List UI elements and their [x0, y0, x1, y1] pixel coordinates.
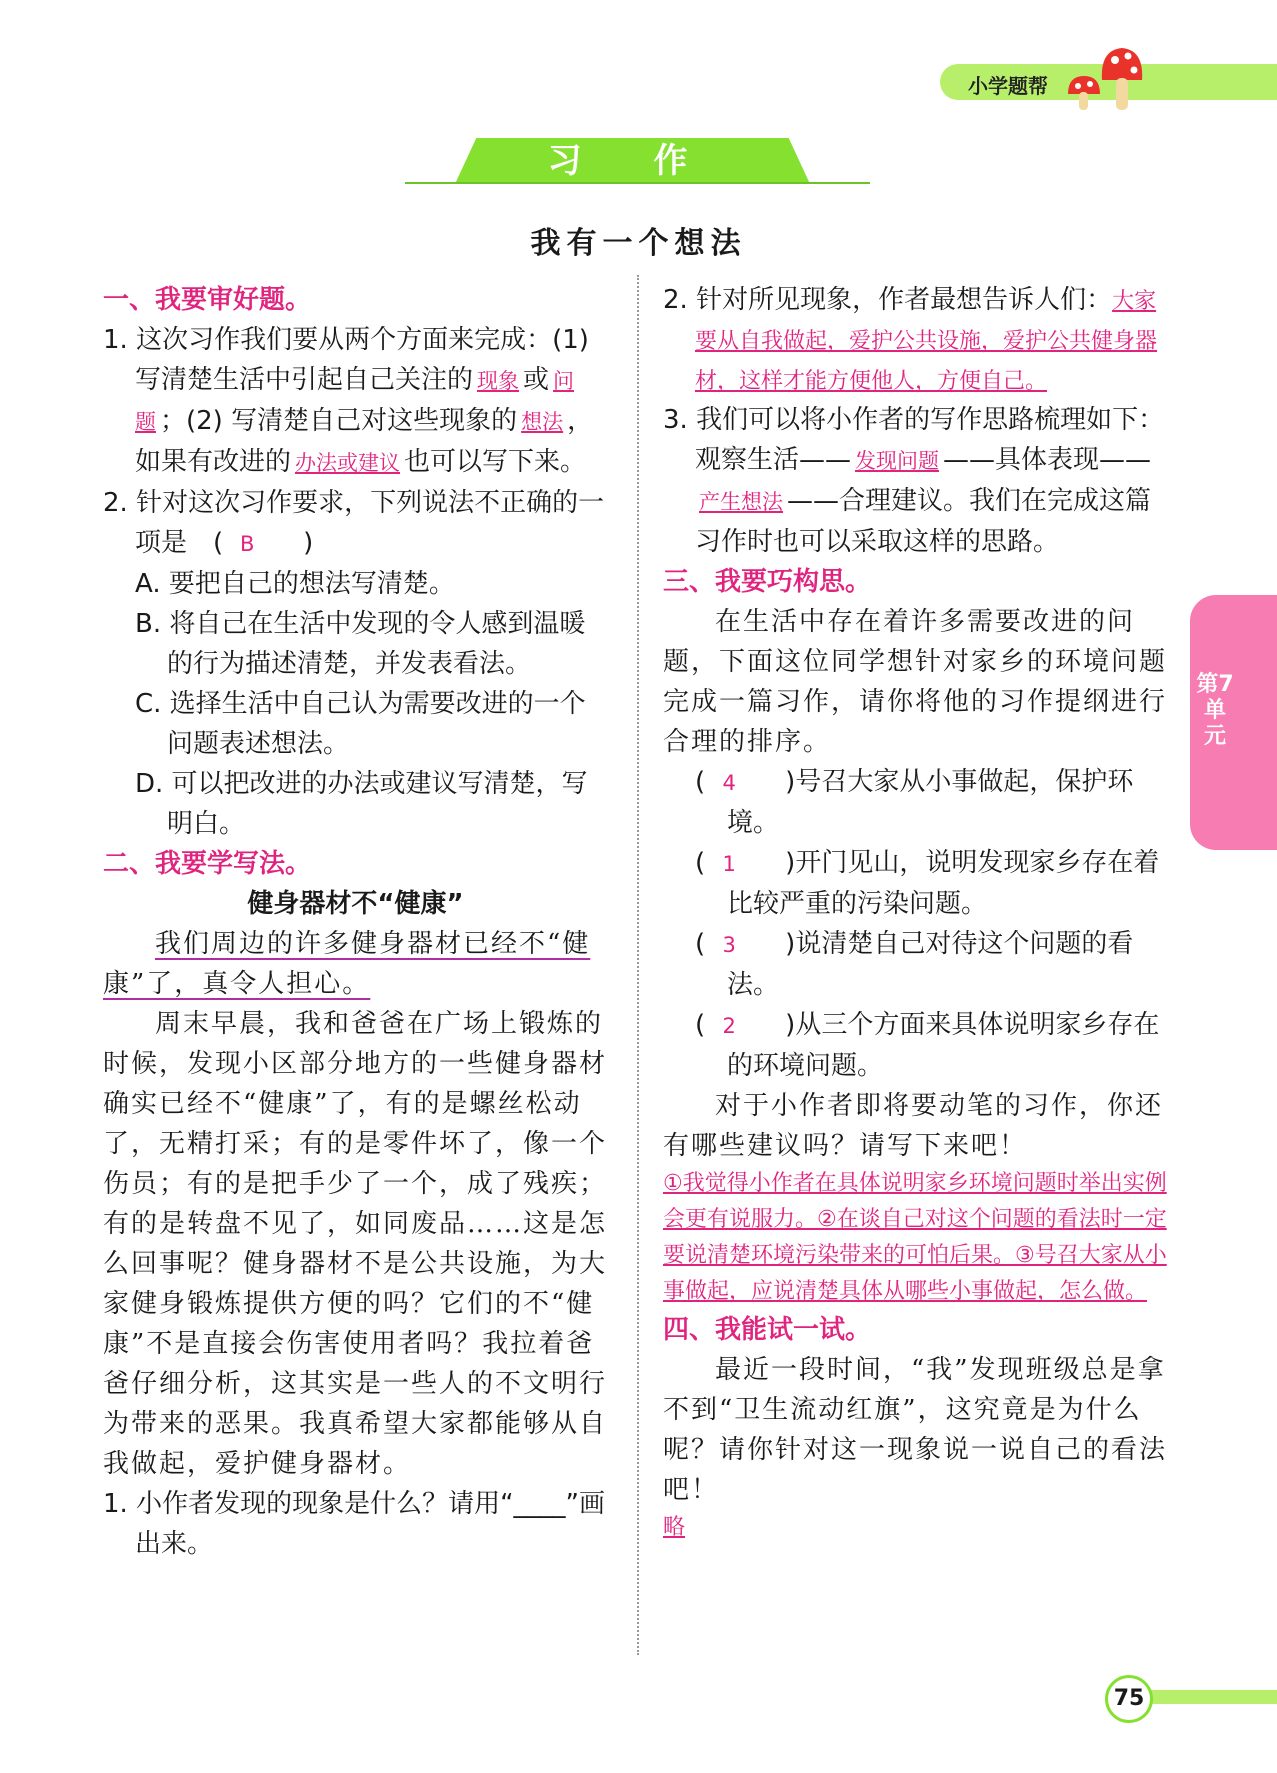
- answer-text: 大家要从自我做起，爱护公共设施，爱护公共健身器材，这样才能方便他人，方便自己。: [695, 289, 1158, 394]
- unit-number: 第7: [1196, 672, 1234, 697]
- question-4-text: 2. 针对所见现象，作者最想告诉人们：: [663, 285, 1113, 315]
- right-column: [663, 280, 1171, 1546]
- outline-item-text: 从三个方面来具体说明家乡存在的环境问题。: [727, 1010, 1160, 1081]
- mushroom-icon: [1060, 42, 1145, 114]
- section-heading-4: 四、我能试一试。: [663, 1315, 872, 1345]
- question-5-text: ——具体表现——: [943, 445, 1152, 475]
- outline-item-text: 开门见山，说明发现家乡存在着比较严重的污染问题。: [727, 848, 1160, 919]
- answer-order: 4: [722, 771, 736, 795]
- column-divider: [637, 275, 639, 1655]
- question-1-text: 或: [523, 365, 550, 395]
- answer-blank: 发现问题: [855, 449, 940, 473]
- outline-item-text: 说清楚自己对待这个问题的看法。: [727, 929, 1134, 1000]
- article-paragraph-1: [103, 924, 608, 1004]
- section-heading-1: 一、我要审好题。: [103, 285, 312, 315]
- question-3: 1. 小作者发现的现象是什么？请用“____”画出来。: [103, 1489, 606, 1559]
- question-2-text: 2. 针对这次习作要求，下列说法不正确的一项是: [103, 488, 605, 558]
- question-4: [663, 280, 1171, 400]
- answer-order: 2: [722, 1014, 736, 1038]
- suggestion-prompt: 对于小作者即将要动笔的习作，你还有哪些建议吗？请写下来吧！: [663, 1091, 1164, 1161]
- question-1-text: ；(2) 写清楚自己对这些现象的: [160, 406, 518, 436]
- option-d: D. 可以把改进的办法或建议写清楚，写明白。: [135, 769, 588, 839]
- answer-blank: 产生想法: [699, 490, 783, 514]
- essay-title: 我有一个想法: [530, 226, 747, 261]
- question-1-text: 也可以写下来。: [404, 447, 587, 477]
- question-2: 2. 针对这次习作要求，下列说法不正确的一项是 ( B ): [103, 483, 608, 564]
- question-5-text: 3. 我们可以将小作者的写作思路梳理如下：观察生活——: [663, 405, 1165, 475]
- answer-blank: 想法: [521, 410, 564, 434]
- answer-order: 3: [722, 933, 736, 957]
- try-prompt: 最近一段时间，“我”发现班级总是拿不到“卫生流动红旗”，这究竟是为什么呢？请你针对这一现象说一说自己的看法吧！: [663, 1355, 1168, 1505]
- section-title: 习 作: [547, 141, 718, 181]
- question-1-text: 1. 这次习作我们要从两个方面来完成：(1) 写清楚生活中引起自己关注的: [103, 325, 589, 395]
- section-heading-2: 二、我要学写法。: [103, 849, 312, 879]
- left-column: [103, 280, 608, 1564]
- question-1: [103, 320, 608, 483]
- option-a: A. 要把自己的想法写清楚。: [135, 569, 455, 599]
- try-answer: 略: [663, 1515, 686, 1540]
- section-heading-3: 三、我要巧构思。: [663, 567, 872, 597]
- answer-order: 1: [722, 852, 736, 876]
- underlined-sentence: 我们周边的许多健身器材已经不“健康”了，真令人担心。: [103, 929, 591, 999]
- answer-choice: B: [239, 532, 255, 556]
- unit-tab-label: [1195, 672, 1235, 750]
- brand-label: 小学题帮: [968, 74, 1048, 98]
- option-c: C. 选择生活中自己认为需要改进的一个问题表述想法。: [135, 689, 586, 759]
- answer-blank: 现象: [477, 369, 520, 393]
- outline-item: ( 3 )说清楚自己对待这个问题的看法。: [663, 924, 1171, 1005]
- article-title: 健身器材不“健康”: [247, 889, 464, 919]
- outline-item: ( 4 )号召大家从小事做起，保护环境。: [663, 762, 1171, 843]
- option-b: B. 将自己在生活中发现的令人感到温暖的行为描述清楚，并发表看法。: [135, 609, 586, 679]
- unit-word: 单元: [1203, 698, 1226, 749]
- answer-blank: 问题: [135, 369, 575, 434]
- page-number: 75: [1105, 1675, 1153, 1723]
- outline-item: ( 1 )开门见山，说明发现家乡存在着比较严重的污染问题。: [663, 843, 1171, 924]
- article-paragraph-2: 周末早晨，我和爸爸在广场上锻炼的时候，发现小区部分地方的一些健身器材确实已经不“健康”了，有的是螺丝松动了，无精打采；有的是零件坏了，像一个伤员；有的是把手少了一个，成了残疾；有的是转盘不见了，如同废品……这是怎么回事呢？健身器材不是公共设施，为大家健身锻炼提供方便的吗？它们的不“健康”不是直接会伤害使用者吗？我拉着爸爸仔细分析，这其实是一些人的不文明行为带来的恶果。我真希望大家都能够从自我做起，爱护健身器材。: [103, 1009, 608, 1479]
- outline-intro: 在生活中存在着许多需要改进的问题，下面这位同学想针对家乡的环境问题完成一篇习作，请你将他的习作提纲进行合理的排序。: [663, 607, 1168, 757]
- suggestion-answer: ①我觉得小作者在具体说明家乡环境问题时举出实例会更有说服力。②在谈自己对这个问题的看法时一定要说清楚环境污染带来的可怕后果。③号召大家从小事做起，应说清楚具体从哪些小事做起，怎么做。: [663, 1171, 1167, 1304]
- outline-item: ( 2 )从三个方面来具体说明家乡存在的环境问题。: [663, 1005, 1171, 1086]
- question-1-text: ，如果有改进的: [135, 406, 594, 477]
- outline-item-text: 号召大家从小事做起，保护环境。: [727, 767, 1134, 838]
- question-5-text: ——合理建议。我们在完成这篇习作时也可以采取这样的思路。: [695, 486, 1152, 557]
- question-5: [663, 400, 1171, 562]
- answer-blank: 办法或建议: [295, 451, 401, 475]
